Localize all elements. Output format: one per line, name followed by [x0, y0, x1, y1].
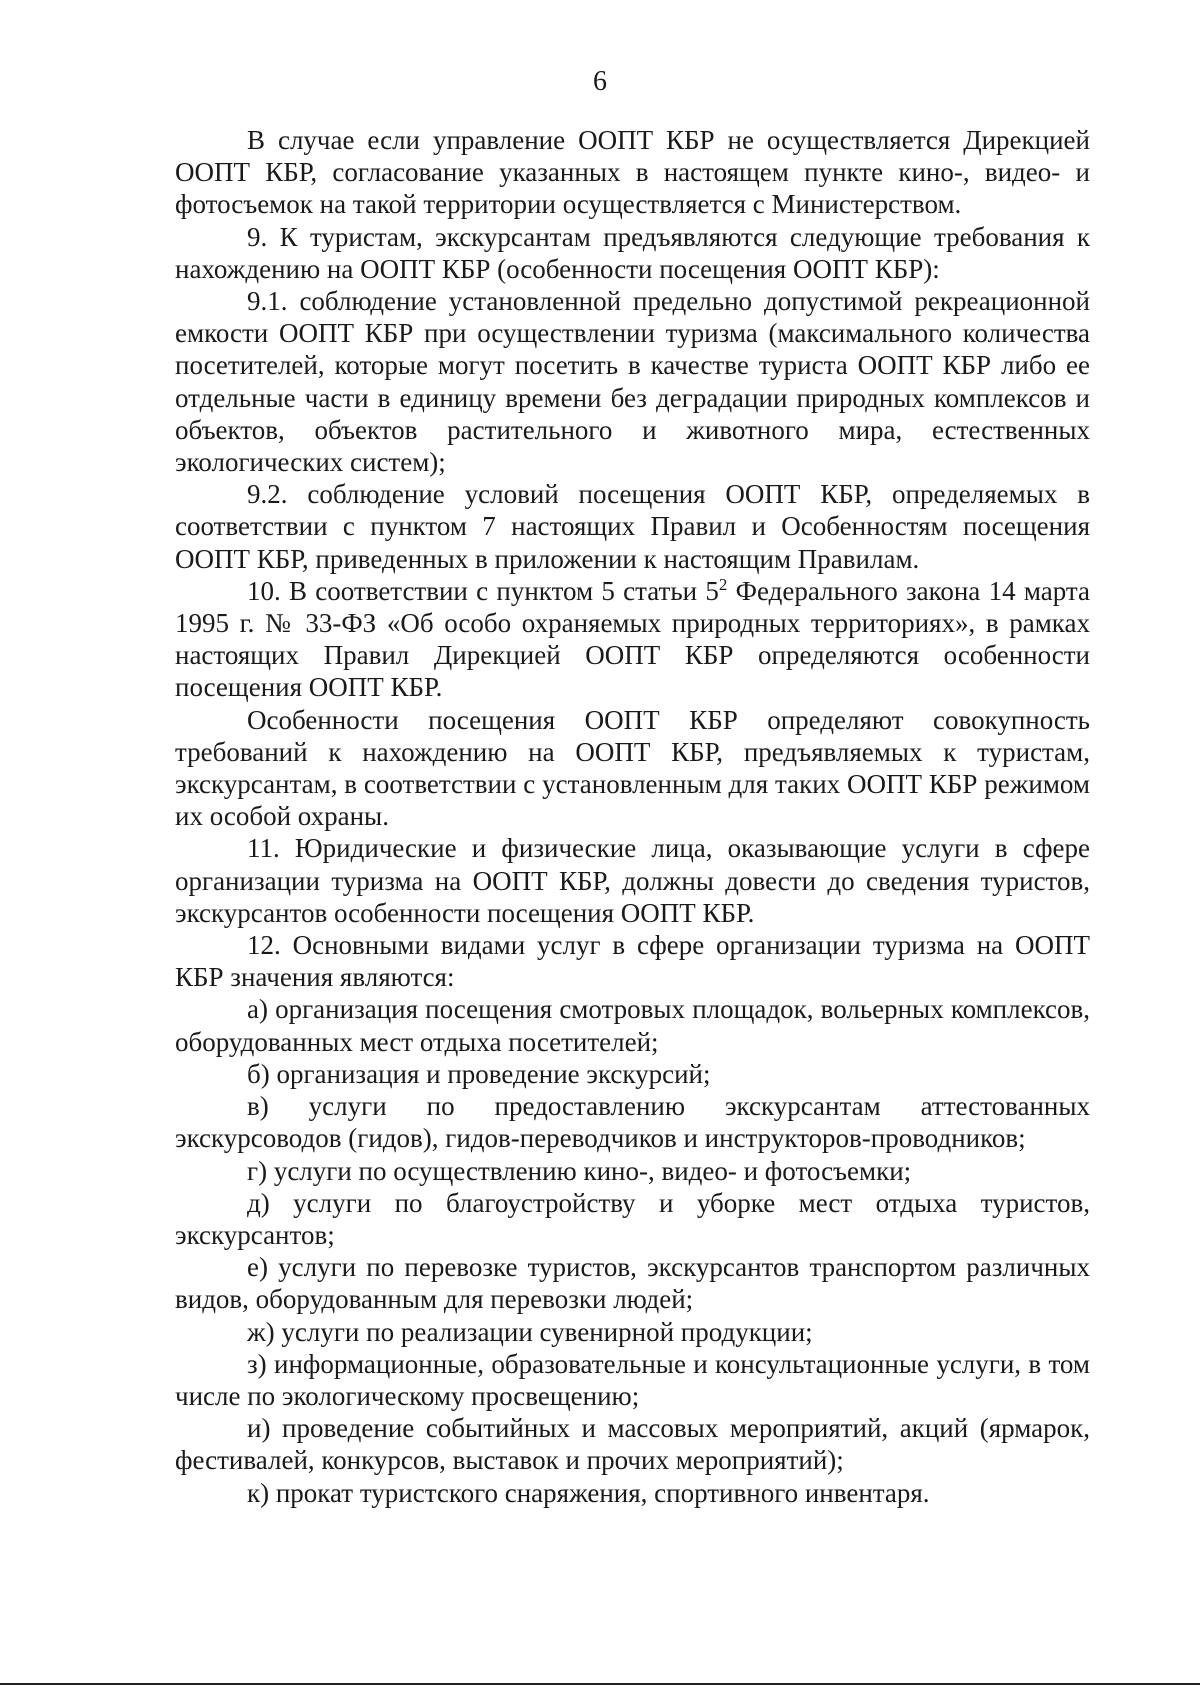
document-body [175, 124, 1090, 1509]
paragraph-visit-features: Особенности посещения ООПТ КБР определяют совокупность требований к нахождению на ООПТ КБР, предъявляемых к туристам, экскурсантам, в соответствии с установленным для таких ООПТ КБР режимом их особой охраны. [175, 704, 1090, 832]
paragraph-10-text-end: Федерального закона 14 марта 1995 г. № 33-ФЗ «Об особо охраняемых природных территориях», в рамках настоящих Правил Дирекцией ООПТ КБР определяются особенности посещения ООПТ КБР. [175, 575, 1090, 703]
list-item-d: д) услуги по благоустройству и уборке мест отдыха туристов, экскурсантов; [175, 1187, 1090, 1250]
paragraph-9: 9. К туристам, экскурсантам предъявляются следующие требования к нахождению на ООПТ КБР (особенности посещения ООПТ КБР): [175, 221, 1090, 284]
list-item-k: к) прокат туристского снаряжения, спортивного инвентаря. [247, 1477, 930, 1508]
paragraph-12: 12. Основными видами услуг в сфере организации туризма на ООПТ КБР значения являются: [175, 930, 1090, 993]
list-item-z: з) информационные, образовательные и консультационные услуги, в том числе по экологическому просвещению; [175, 1348, 1090, 1411]
paragraph-10 [175, 575, 1090, 704]
list-item-b: б) организация и проведение экскурсий; [247, 1058, 711, 1089]
page-number: 6 [593, 66, 607, 97]
list-item-g: г) услуги по осуществлению кино-, видео- и фотосъемки; [247, 1155, 912, 1186]
list-item-i: и) проведение событийных и массовых мероприятий, акций (ярмарок, фестивалей, конкурсов, выставок и прочих мероприятий); [175, 1413, 1090, 1476]
footer-rule [0, 1683, 1200, 1685]
list-item-zh: ж) услуги по реализации сувенирной продукции; [247, 1316, 813, 1347]
paragraph-10-superscript: 2 [718, 574, 728, 594]
paragraph-10-text-start: 10. В соответствии с пунктом 5 статьи 5 [247, 575, 719, 606]
list-item-v: в) услуги по предоставлению экскурсантам аттестованных экскурсоводов (гидов), гидов-переводчиков и инструкторов-проводников; [175, 1091, 1090, 1154]
list-item-e: е) услуги по перевозке туристов, экскурсантов транспортом различных видов, оборудованным для перевозки людей; [175, 1252, 1090, 1315]
paragraph-9-1: 9.1. соблюдение установленной предельно допустимой рекреационной емкости ООПТ КБР при осуществлении туризма (максимального количества посетителей, которые могут посетить в качестве туриста ООПТ КБР либо ее отдельные части в единицу времени без деградации природных комплексов и объектов, объектов растительного и животного мира, естественных экологических систем); [175, 286, 1090, 478]
paragraph-11: 11. Юридические и физические лица, оказывающие услуги в сфере организации туризма на ООПТ КБР, должны довести до сведения туристов, экскурсантов особенности посещения ООПТ КБР. [175, 833, 1090, 928]
paragraph-directorate-approval: В случае если управление ООПТ КБР не осуществляется Дирекцией ООПТ КБР, согласование указанных в настоящем пункте кино-, видео- и фотосъемок на такой территории осуществляется с Министерством. [175, 125, 1090, 220]
list-item-a: а) организация посещения смотровых площадок, вольерных комплексов, оборудованных мест отдыха посетителей; [175, 994, 1090, 1057]
paragraph-9-2: 9.2. соблюдение условий посещения ООПТ КБР, определяемых в соответствии с пунктом 7 настоящих Правил и Особенностям посещения ООПТ КБР, приведенных в приложении к настоящим Правилам. [175, 479, 1090, 574]
